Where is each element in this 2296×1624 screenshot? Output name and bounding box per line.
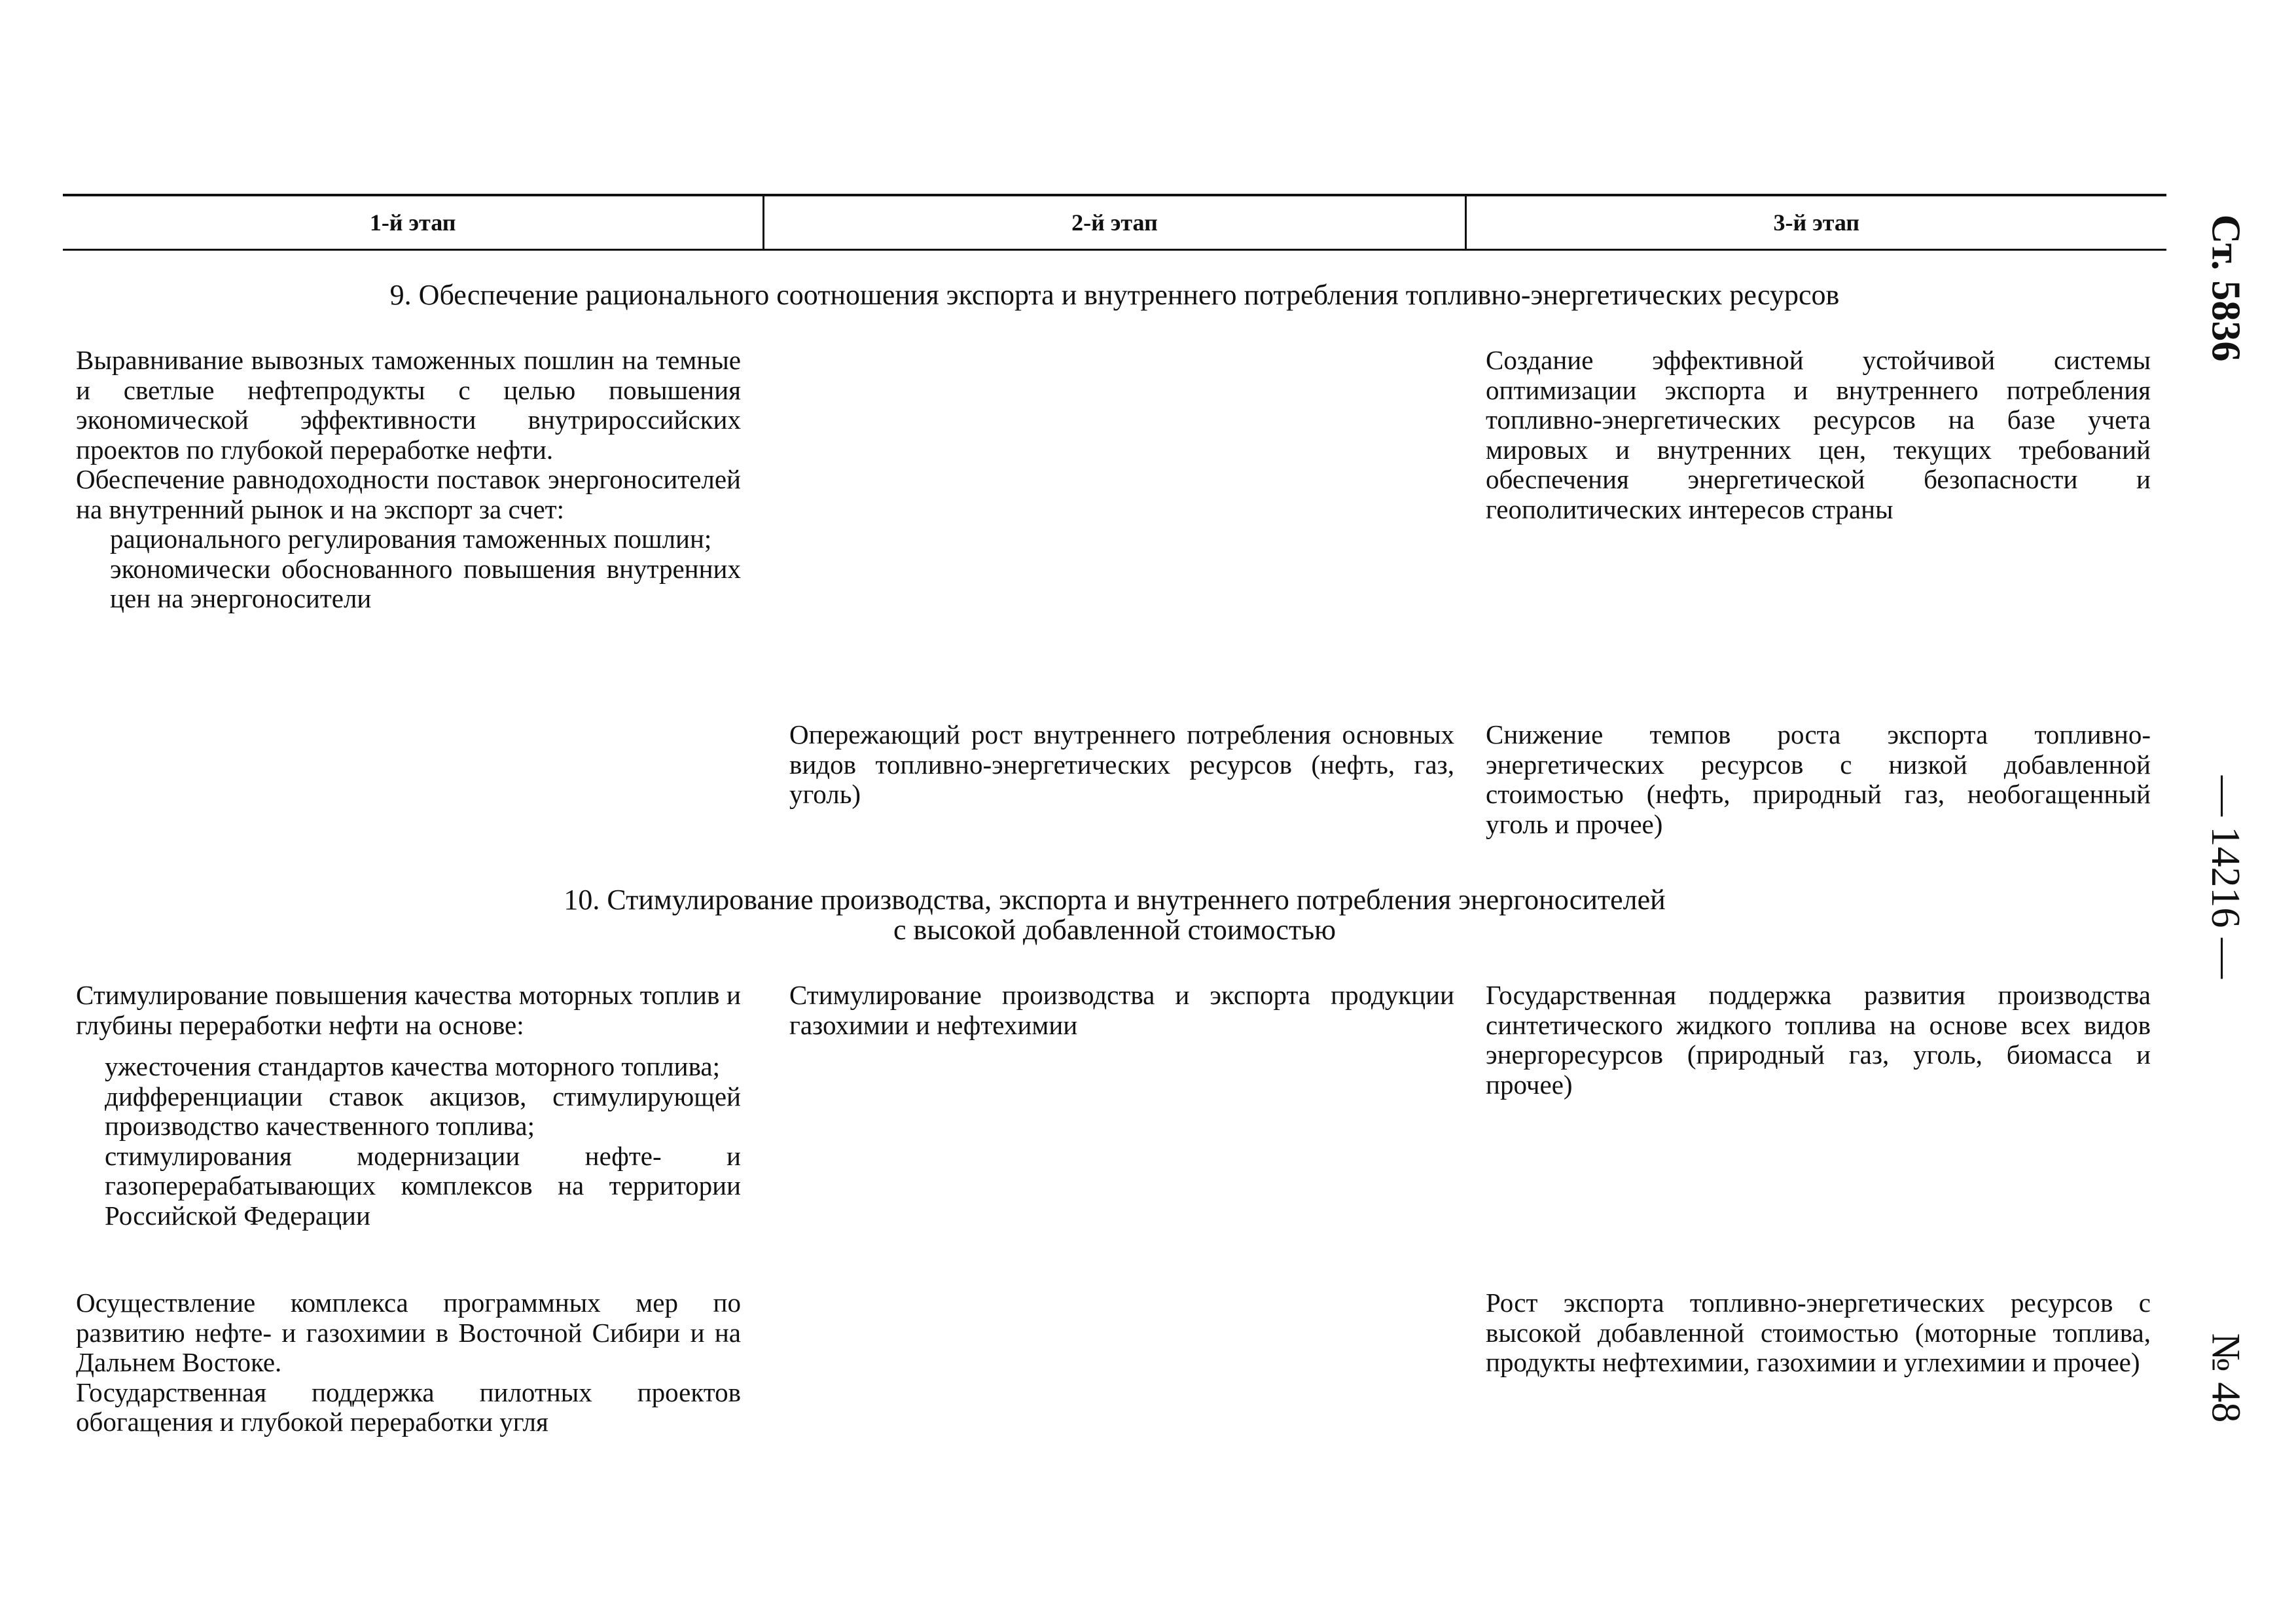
paragraph: Осуществление комплекса программных мер по развитию нефте- и газохимии в Восточной Сибири и на Дальнем Востоке. xyxy=(76,1288,741,1377)
section-9-row-1-stage-3 xyxy=(1486,346,2151,524)
section-10-row-2-stage-3 xyxy=(1486,1288,2151,1378)
section-10-row-2-stage-1 xyxy=(76,1288,741,1437)
paragraph: Рост экспорта топливно-энергетических ресурсов с высокой добавленной стоимостью (моторные топлива, продукты нефтехимии, газохимии и углехимии и прочее) xyxy=(1486,1288,2151,1377)
section-10-row-1-stage-1 xyxy=(76,981,741,1231)
list-item: рационального регулирования таможенных пошлин; xyxy=(110,524,712,554)
list-item: дифференциации ставок акцизов, стимулирующей производство качественного топлива; xyxy=(105,1081,741,1141)
paragraph: Снижение темпов роста экспорта топливно-энергетических ресурсов с низкой добавленной стоимостью (нефть, природный газ, необогащенный уголь и прочее) xyxy=(1486,719,2151,839)
header-stage-1: 1-й этап xyxy=(369,209,456,236)
paragraph: Создание эффективной устойчивой системы оптимизации экспорта и внутреннего потребления топливно-энергетических ресурсов на базе учета мировых и внутренних цен, текущих требований обеспечения энергетической безопасности и геополитических интересов страны xyxy=(1486,345,2151,524)
list-item: экономически обоснованного повышения внутренних цен на энергоносители xyxy=(110,553,741,613)
section-9-row-1-stage-1 xyxy=(76,346,741,614)
paragraph: Обеспечение равнодоходности поставок энергоносителей на внутренний рынок и на экспорт за счет: xyxy=(76,464,741,524)
paragraph: Выравнивание вывозных таможенных пошлин на темные и светлые нефтепродукты с целью повышения экономической эффективности внутрироссийских проектов по глубокой переработке нефти. xyxy=(76,345,741,465)
section-10-row-1-stage-2 xyxy=(789,981,1454,1040)
list-item: ужесточения стандартов качества моторного топлива; xyxy=(105,1051,721,1081)
paragraph: Опережающий рост внутреннего потребления основных видов топливно-энергетических ресурсов (нефть, газ, уголь) xyxy=(789,719,1454,809)
header-stage-2: 2-й этап xyxy=(762,196,1464,249)
margin-issue-number: № 48 xyxy=(2203,1333,2248,1423)
paragraph: Стимулирование производства и экспорта продукции газохимии и нефтехимии xyxy=(789,980,1454,1040)
paragraph: Государственная поддержка пилотных проектов обогащения и глубокой переработки угля xyxy=(76,1377,741,1437)
margin-page-number: Ст. 5836 xyxy=(2203,214,2248,362)
paragraph: Государственная поддержка развития производства синтетического жидкого топлива на основе всех видов энергоресурсов (природный газ, уголь, биомасса и прочее) xyxy=(1486,980,2151,1100)
section-9-title: 9. Обеспечение рационального соотношения экспорта и внутреннего потребления топливно-энергетических ресурсов xyxy=(389,279,1840,311)
section-10-row-1-stage-3 xyxy=(1486,981,2151,1100)
section-9-row-2-stage-2 xyxy=(789,720,1454,810)
paragraph: Стимулирование повышения качества моторных топлив и глубины переработки нефти на основе: xyxy=(76,980,741,1040)
section-10-title-line-1: 10. Стимулирование производства, экспорта и внутреннего потребления энергоносителей xyxy=(564,884,1666,916)
header-stage-3: 3-й этап xyxy=(1465,196,2166,249)
section-10-title xyxy=(63,885,2166,945)
list-item: стимулирования модернизации нефте- и газоперерабатывающих комплексов на территории Российской Федерации xyxy=(105,1140,741,1231)
section-10-title-line-2: с высокой добавленной стоимостью xyxy=(893,914,1336,946)
margin-issue-page: — 14216 — xyxy=(2203,776,2248,979)
section-9-row-2-stage-3 xyxy=(1486,720,2151,839)
stage-header-table xyxy=(63,194,2166,251)
